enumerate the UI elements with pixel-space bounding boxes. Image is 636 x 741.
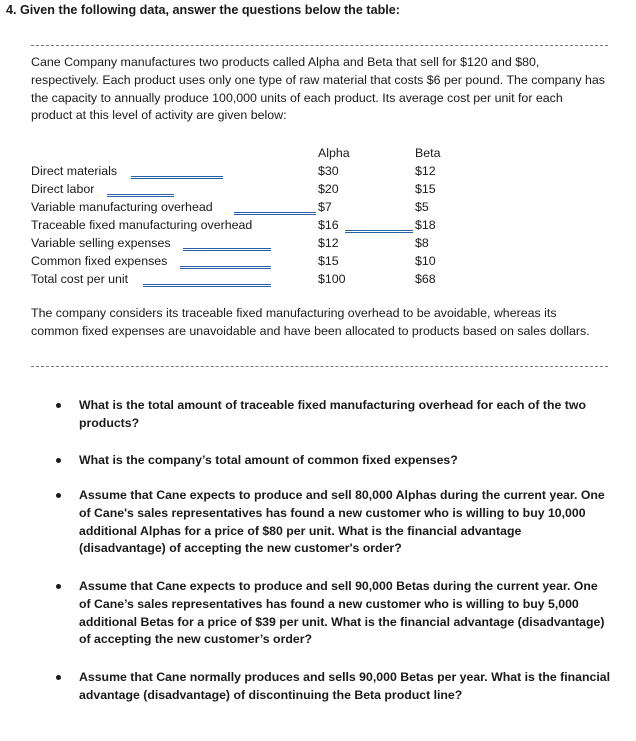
bullet-icon bbox=[56, 458, 61, 463]
question-text: What is the total amount of traceable fixed manufacturing overhead for each of the two products? bbox=[79, 398, 586, 430]
question-text: What is the company’s total amount of common fixed expenses? bbox=[79, 453, 458, 467]
leader-line bbox=[107, 194, 174, 197]
alpha-value: $100 bbox=[318, 272, 346, 286]
beta-value: $12 bbox=[415, 164, 436, 178]
table-row bbox=[0, 182, 636, 199]
alpha-value: $12 bbox=[318, 236, 339, 250]
row-label: Direct labor bbox=[31, 182, 95, 196]
alpha-value: $20 bbox=[318, 182, 339, 196]
row-label: Common fixed expenses bbox=[31, 254, 168, 268]
question-heading: 4. Given the following data, answer the questions below the table: bbox=[6, 3, 400, 17]
question-text: Assume that Cane expects to produce and sell 80,000 Alphas during the current year. One of Cane's sales representatives has found a new customer who is willing to buy 10,000 additional Alphas for a price of $80 per unit. What is the financial advantage (disadvantage) of accepting the new customer's order? bbox=[79, 488, 605, 556]
beta-value: $18 bbox=[415, 218, 436, 232]
row-label: Traceable fixed manufacturing overhead bbox=[31, 218, 253, 232]
bullet-icon bbox=[56, 493, 61, 498]
leader-line bbox=[183, 248, 271, 251]
alpha-value: $7 bbox=[318, 200, 332, 214]
alpha-value: $15 bbox=[318, 254, 339, 268]
row-label: Variable manufacturing overhead bbox=[31, 200, 213, 214]
table-row bbox=[0, 200, 636, 217]
bottom-dashed-divider bbox=[31, 366, 608, 367]
table-row bbox=[0, 164, 636, 181]
intro-paragraph: Cane Company manufactures two products called Alpha and Beta that sell for $120 and $80, respectively. Each product uses only one type of raw material that costs $6 per pound. The company has the capacity to annually produce 100,000 units of each product. Its average cost per unit for each product at this level of activity are given below: bbox=[31, 55, 605, 123]
leader-line bbox=[345, 230, 413, 233]
table-row bbox=[0, 218, 636, 235]
row-label: Direct materials bbox=[31, 164, 118, 178]
row-label: Total cost per unit bbox=[31, 272, 129, 286]
beta-value: $8 bbox=[415, 236, 429, 250]
beta-value: $15 bbox=[415, 182, 436, 196]
alpha-column-header: Alpha bbox=[318, 146, 350, 160]
beta-value: $10 bbox=[415, 254, 436, 268]
alpha-value: $16 bbox=[318, 218, 339, 232]
beta-value: $68 bbox=[415, 272, 436, 286]
leader-line bbox=[234, 212, 316, 215]
row-label: Variable selling expenses bbox=[31, 236, 171, 250]
alpha-value: $30 bbox=[318, 164, 339, 178]
question-text: Assume that Cane expects to produce and sell 90,000 Betas during the current year. One of Cane’s sales representatives has found a new customer who is willing to buy 5,000 additional Betas for a price of $39 per unit. What is the financial advantage (disadvantage) of accepting the new customer’s order? bbox=[79, 579, 605, 647]
table-row bbox=[0, 272, 636, 289]
closing-paragraph: The company considers its traceable fixed manufacturing overhead to be avoidable, whereas its common fixed expenses are unavoidable and have been allocated to products based on sales dollars. bbox=[31, 306, 590, 338]
bullet-icon bbox=[56, 675, 61, 680]
beta-value: $5 bbox=[415, 200, 429, 214]
table-row bbox=[0, 254, 636, 271]
table-row bbox=[0, 236, 636, 253]
bullet-icon bbox=[56, 403, 61, 408]
leader-line bbox=[143, 284, 271, 287]
leader-line bbox=[131, 176, 223, 179]
beta-column-header: Beta bbox=[415, 146, 441, 160]
top-dashed-divider bbox=[31, 45, 608, 46]
leader-line bbox=[180, 266, 271, 269]
question-text: Assume that Cane normally produces and sells 90,000 Betas per year. What is the financial advantage (disadvantage) of discontinuing the Beta product line? bbox=[79, 670, 611, 702]
bullet-icon bbox=[56, 584, 61, 589]
